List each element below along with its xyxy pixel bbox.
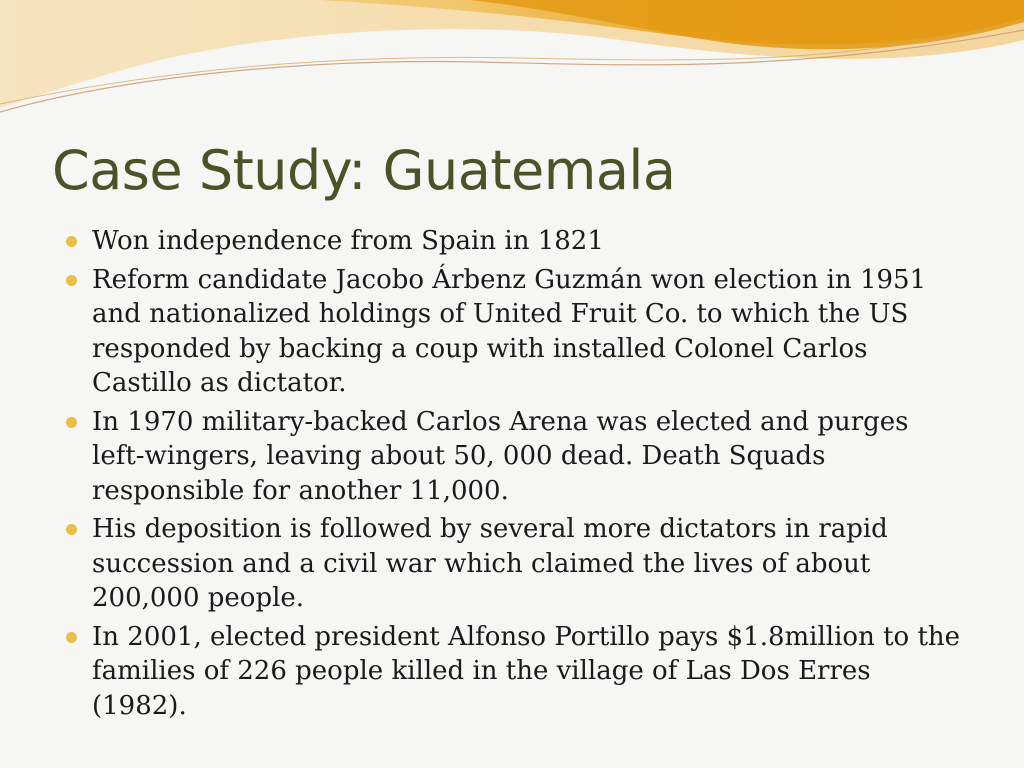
bullet-text: His deposition is followed by several more dictators in rapid succession and a civil war which claimed the lives of about 200,000 people. <box>92 514 888 613</box>
bullet-dot-icon <box>66 275 77 286</box>
bullet-text: In 2001, elected president Alfonso Portillo pays $1.8million to the families of 226 people killed in the village of Las Dos Erres (1982). <box>92 621 961 721</box>
bullet-dot-icon <box>66 236 77 247</box>
bullet-text: In 1970 military-backed Carlos Arena was elected and purges left-wingers, leaving about 50, 000 dead. Death Squads responsible for another 11,000. <box>92 406 909 506</box>
bullet-item <box>62 620 962 724</box>
bullet-text: Won independence from Spain in 1821 <box>92 226 604 256</box>
slide-title: Case Study: Guatemala <box>52 139 676 202</box>
bullet-item <box>62 512 962 616</box>
bullet-item <box>62 405 962 509</box>
bullet-text: Reform candidate Jacobo Árbenz Guzmán won election in 1951 and nationalized holdings of United Fruit Co. to which the US responded by backing a coup with installed Colonel Carlos Castillo as dictator. <box>92 264 927 398</box>
bullet-dot-icon <box>66 417 77 428</box>
bullet-item <box>62 263 962 401</box>
bullet-item <box>62 224 962 259</box>
bullet-list <box>62 224 962 727</box>
bullet-dot-icon <box>66 632 77 643</box>
header-wave-decoration <box>0 0 1024 130</box>
bullet-dot-icon <box>66 524 77 535</box>
